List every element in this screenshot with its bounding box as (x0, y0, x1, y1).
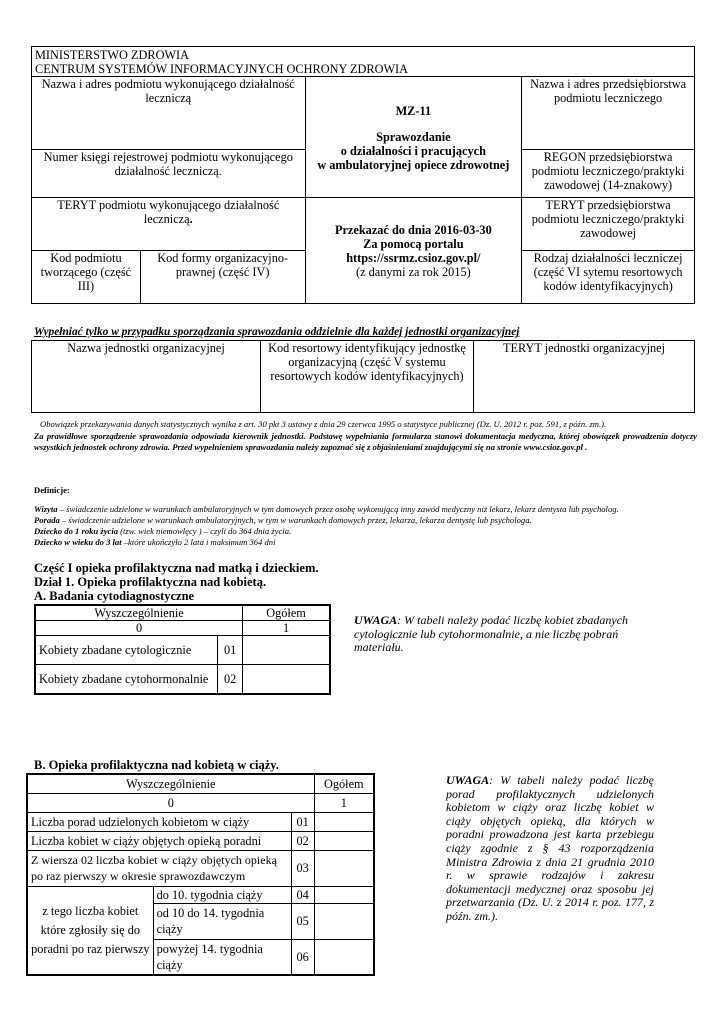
deadline: Przekazać do dnia 2016-03-30 (334, 222, 492, 237)
table-b-value-cell[interactable] (314, 831, 374, 850)
table-b-group-label: z tego liczba kobiet które zgłosiły się do poradni po raz pierwszy (27, 886, 153, 975)
definition-text: (tzw. wiek niemowlęcy ) – czyli do 364 dnia życia. (118, 526, 292, 536)
table-b-row-code: 01 (291, 812, 314, 831)
table-b-col-total: Ogółem (314, 774, 374, 793)
form-code: MZ-11 (395, 104, 432, 118)
table-b-group-row-label: od 10 do 14. tygodnia ciąży (153, 903, 291, 939)
table-a-row-label: Kobiety zbadane cytohormonalnie (35, 665, 218, 694)
note-b-prefix: UWAGA (446, 773, 490, 787)
definition-item (34, 504, 704, 515)
definition-item (34, 537, 704, 548)
table-a-col-spec: Wyszczególnienie (35, 605, 243, 621)
note-a (354, 614, 654, 655)
definition-item (34, 515, 704, 526)
part1-section1: Dział 1. Opieka profilaktyczna nad kobietą. (34, 575, 267, 589)
table-a-row-code: 02 (218, 665, 243, 694)
table-row (35, 665, 330, 694)
table-a-idx1: 1 (243, 621, 330, 636)
report-title-1: Sprawozdanie (376, 130, 451, 144)
teryt-enterprise-cell (522, 198, 695, 251)
portal-url: https://ssrmz.csioz.gov.pl/ (346, 250, 481, 265)
table-b-value-cell[interactable] (314, 939, 374, 975)
table-row (27, 886, 374, 903)
table-a-col-total: Ogółem (243, 605, 330, 621)
table-b-row-label: Liczba porad udzielonych kobietom w ciąży (27, 812, 291, 831)
table-b-idx0: 0 (27, 793, 314, 812)
legal-responsibility: Za prawidłowe sporządzenie sprawozdania odpowiada kierownik jednostki. Podstawę wypełniania formularza stanowi dokumentacja medyczna, której obowiązek prowadzenia dotyczy wszystkich jednostek ochrony zdrowia. Przed wypełnieniem sprawozdania należy zapoznać się z objaśnieniami znajdującymi się na stronie www.csioz.gov.pl . (34, 431, 697, 452)
header-table (31, 46, 695, 304)
note-a-text: : W tabeli należy podać liczbę kobiet zbadanych cytologicznie lub cytohormonalnie, a nie liczbę pobrań materiału. (354, 613, 629, 655)
table-row (27, 812, 374, 831)
table-b-group-row-label: powyżej 14. tygodnia ciąży (153, 939, 291, 975)
table-b-row-code: 06 (291, 939, 314, 975)
org-unit-code-cell (261, 341, 474, 413)
part1-subB: B. Opieka profilaktyczna nad kobietą w ciąży. (34, 758, 279, 772)
org-unit-name-cell (32, 341, 261, 413)
table-b-row-label: Liczba kobiet w ciąży objętych opieką poradni (27, 831, 291, 850)
table-b-row-code: 03 (291, 850, 314, 886)
activity-type-label: Rodzaj działalności leczniczej (część VI sytemu resortowych kodów identyfikacyjnych) (533, 251, 683, 293)
table-b-value-cell[interactable] (314, 850, 374, 886)
teryt-entity-label: TERYT podmiotu wykonującego działalność leczniczą (57, 198, 280, 226)
deadline-cell (305, 198, 522, 304)
org-unit-teryt-cell (474, 341, 695, 413)
table-a-row-label: Kobiety zbadane cytologicznie (35, 636, 218, 665)
table-row (27, 831, 374, 850)
definition-term: Porada (34, 515, 60, 525)
org-unit-instruction: Wypełniać tylko w przypadku sporządzania sprawozdania oddzielnie dla każdej jednostki organizacyjnej (34, 326, 520, 338)
table-b-row-code: 02 (291, 831, 314, 850)
org-unit-code-label: Kod resortowy identyfikujący jednostkę organizacyjną (część V systemu resortowych kodów identyfikacyjnych) (268, 341, 466, 383)
table-b-row-code: 05 (291, 903, 314, 939)
table-b-row-label: Z wiersza 02 liczba kobiet w ciąży objętych opieką po raz pierwszy w okresie sprawozdawczym (27, 850, 291, 886)
founder-code-label: Kod podmiotu tworzącego (część III) (40, 251, 132, 293)
definition-term: Wizyta (34, 504, 58, 514)
org-unit-name-label: Nazwa jednostki organizacyjnej (67, 341, 225, 355)
table-a (34, 604, 331, 695)
table-a-idx0: 0 (35, 621, 243, 636)
part1-subA: A. Badania cytodiagnostyczne (34, 589, 195, 603)
note-b-text: : W tabeli należy podać liczbę porad profilaktycznych udzielonych kobietom w ciąży oraz liczbę kobiet w ciąży objętych opieką, dla których w poradni prowadzona jest karta przebiegu ciąży zgodnie z § 43 rozporządzenia Ministra Zdrowia z dnia 21 grudnia 2010 r. w sprawie rodzajów i zakresu dokumentacji medycznej oraz sposobu jej przetwarzania (Dz. U. z 2014 r. poz. 177, z późn. zm.). (446, 773, 654, 923)
enterprise-name-label: Nazwa i adres przedsiębiorstwa podmiotu leczniczego (530, 77, 687, 105)
note-b (446, 774, 654, 924)
definitions-title: Definicje: (34, 485, 70, 495)
enterprise-name-cell (522, 77, 695, 150)
definition-text: – świadczenie udzielone w warunkach ambulatoryjnych, w tym w warunkach domowych przez, lekarza, lekarza dentystę lub psychologa. (59, 515, 532, 525)
report-title-3: w ambulatoryjnej opiece zdrowotnej (317, 158, 510, 172)
activity-type-cell (522, 251, 695, 304)
definition-item (34, 526, 704, 537)
entity-name-cell (32, 77, 306, 150)
table-b-group-row-label: do 10. tygodnia ciąży (153, 886, 291, 903)
report-title-cell (305, 77, 522, 198)
ministry-cell (32, 47, 695, 77)
ministry-name: MINISTERSTWO ZDROWIA (35, 47, 190, 62)
table-b-col-spec: Wyszczególnienie (27, 774, 314, 793)
part1-title: Część I opieka profilaktyczna nad matką i dzieckiem. (34, 561, 319, 575)
founder-code-cell (32, 251, 141, 304)
definition-term: Dziecko w wieku do 3 lat (34, 537, 122, 547)
definition-text: – świadczenie udzielone w warunkach ambulatoryjnych w tym domowych przez osobę wykonującą inny zawód medyczny niż lekarz, lekarz dentysta lub psycholog. (57, 504, 619, 514)
entity-name-label: Nazwa i adres podmiotu wykonującego działalność leczniczą (41, 77, 295, 105)
register-number-label: Numer księgi rejestrowej podmiotu wykonującego działalność leczniczą. (43, 150, 293, 178)
table-a-row-code: 01 (218, 636, 243, 665)
teryt-entity-dot: . (189, 212, 193, 226)
table-row (27, 850, 374, 886)
table-b (26, 773, 375, 976)
table-b-value-cell[interactable] (314, 886, 374, 903)
org-unit-table (31, 340, 695, 413)
portal-label: Za pomocą portalu (363, 236, 464, 251)
table-a-value-cell[interactable] (243, 665, 330, 694)
teryt-enterprise-label: TERYT przedsiębiorstwa podmiotu leczniczego/praktyki zawodowej (531, 198, 685, 240)
regon-label: REGON przedsiębiorstwa podmiotu leczniczego/praktyki zawodowej (14-znakowy) (531, 150, 685, 192)
table-row (35, 636, 330, 665)
definitions-list (34, 504, 704, 548)
center-name: CENTRUM SYSTEMÓW INFORMACYJNYCH OCHRONY ZDROWIA (35, 61, 409, 76)
legal-obligation: Obowiązek przekazywania danych statystycznych wynika z art. 30 pkt 3 ustawy z dnia 29 czerwca 1995 o statystyce publicznej (Dz. U. 2012 r. poz. 591, z późn. zm.). (40, 419, 607, 429)
definition-text: –które ukończyło 2 lata i maksimum 364 dni (121, 537, 276, 547)
table-b-value-cell[interactable] (314, 903, 374, 939)
definition-term: Dziecko do 1 roku życia (34, 526, 119, 536)
table-b-value-cell[interactable] (314, 812, 374, 831)
note-a-prefix: UWAGA (354, 613, 398, 627)
legal-form-cell (140, 251, 305, 304)
report-title-2: o działalności i pracujących (340, 144, 486, 158)
regon-cell (522, 150, 695, 198)
table-b-idx1: 1 (314, 793, 374, 812)
year-note: (z danymi za rok 2015) (355, 264, 471, 279)
teryt-entity-cell (32, 198, 306, 251)
legal-form-label: Kod formy organizacyjno-prawnej (część IV) (157, 251, 289, 279)
register-number-cell (32, 150, 306, 198)
org-unit-teryt-label: TERYT jednostki organizacyjnej (502, 341, 666, 355)
table-b-row-code: 04 (291, 886, 314, 903)
table-a-value-cell[interactable] (243, 636, 330, 665)
